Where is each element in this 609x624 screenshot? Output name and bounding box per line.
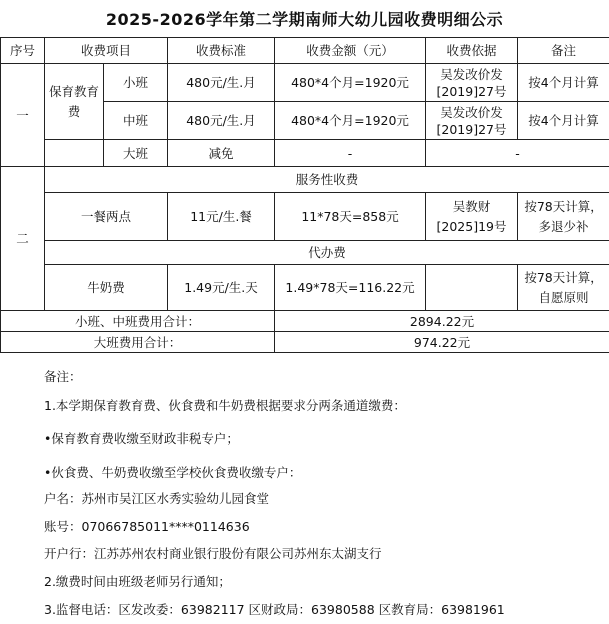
- remark-cell: 按78天计算， 自愿原则: [518, 265, 609, 311]
- standard-cell: 减免: [168, 140, 275, 167]
- header-basis: 收费依据: [426, 38, 518, 64]
- milk-item: 牛奶费: [45, 265, 168, 311]
- amount-cell: 480*4个月=1920元: [275, 102, 426, 140]
- note-line: 开户行：江苏苏州农村商业银行股份有限公司苏州东太湖支行: [44, 546, 382, 561]
- header-amount: 收费金额（元）: [275, 38, 426, 64]
- basis-cell: 吴教财 [2025]19号: [426, 193, 518, 241]
- meal-item: 一餐两点: [45, 193, 168, 241]
- table-row: [1, 140, 609, 167]
- total-value: 2894.22元: [275, 311, 609, 332]
- section1-category: 保育教育费: [45, 64, 104, 140]
- basis-cell: [426, 265, 518, 311]
- header-standard: 收费标准: [168, 38, 275, 64]
- note-line: 户名：苏州市吴江区水秀实验幼儿园食堂: [44, 491, 270, 506]
- amount-cell: 1.49*78天=116.22元: [275, 265, 426, 311]
- total-label: 大班费用合计：: [1, 332, 275, 353]
- agency-header: 代办费: [45, 241, 609, 265]
- standard-cell: 480元/生.月: [168, 102, 275, 140]
- total-value: 974.22元: [275, 332, 609, 353]
- table-row: [1, 193, 609, 241]
- note-line: 1.本学期保育教育费、伙食费和牛奶费根据要求分两条通道缴费：: [44, 398, 406, 413]
- class-cell: 中班: [104, 102, 168, 140]
- remark-cell: 按4个月计算: [518, 102, 609, 140]
- total-row: [1, 311, 609, 332]
- header-row: [1, 38, 609, 64]
- standard-cell: 480元/生.月: [168, 64, 275, 102]
- total-label: 小班、中班费用合计：: [1, 311, 275, 332]
- note-line: •伙食费、牛奶费收缴至学校伙食费收缴专户：: [44, 465, 302, 480]
- basis-cell: -: [426, 140, 609, 167]
- amount-cell: 11*78天=858元: [275, 193, 426, 241]
- basis-cell: 吴发改价发 [2019]27号: [426, 64, 518, 102]
- table-row: [1, 265, 609, 311]
- header-seq: 序号: [1, 38, 45, 64]
- table-row: [1, 241, 609, 265]
- total-row: [1, 332, 609, 353]
- remark-cell: 按4个月计算: [518, 64, 609, 102]
- table-row: [1, 64, 609, 102]
- amount-cell: 480*4个月=1920元: [275, 64, 426, 102]
- page-title: 2025-2026学年第二学期南师大幼儿园收费明细公示: [105, 10, 504, 29]
- fee-table: [0, 37, 609, 353]
- note-line: 3.监督电话：区发改委：63982117 区财政局：63980588 区教育局：63981961: [44, 602, 505, 617]
- header-item: 收费项目: [45, 38, 168, 64]
- note-line: •保育教育费收缴至财政非税专户；: [44, 431, 239, 446]
- section1-seq: 一: [1, 64, 45, 167]
- class-cell: 大班: [104, 140, 168, 167]
- amount-cell: -: [275, 140, 426, 167]
- remark-cell: 按78天计算， 多退少补: [518, 193, 609, 241]
- empty-cell: [45, 140, 104, 167]
- class-cell: 小班: [104, 64, 168, 102]
- note-line: 账号：07066785011****0114636: [44, 519, 250, 534]
- header-remark: 备注: [518, 38, 609, 64]
- service-header: 服务性收费: [45, 167, 609, 193]
- standard-cell: 11元/生.餐: [168, 193, 275, 241]
- section2-seq: 二: [1, 167, 45, 311]
- basis-cell: 吴发改价发 [2019]27号: [426, 102, 518, 140]
- note-line: 2.缴费时间由班级老师另行通知；: [44, 574, 231, 589]
- standard-cell: 1.49元/生.天: [168, 265, 275, 311]
- table-row: [1, 167, 609, 193]
- notes-heading: 备注：: [44, 369, 82, 384]
